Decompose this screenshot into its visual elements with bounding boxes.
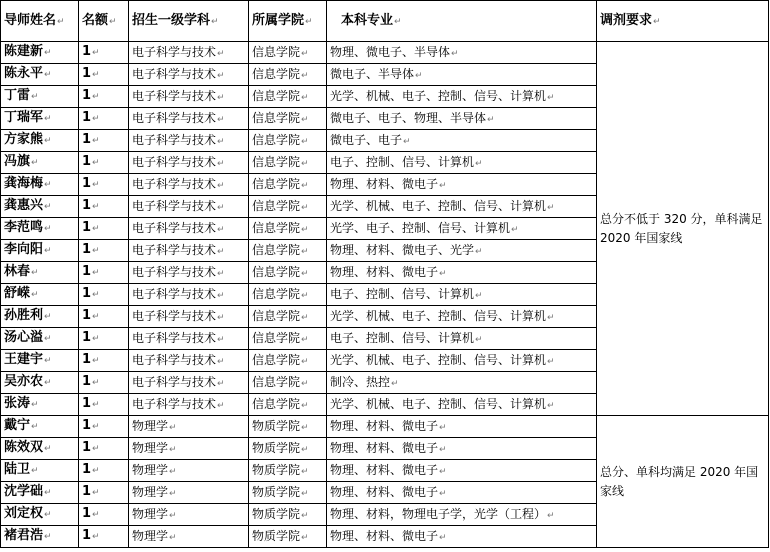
cell-major: 物理、材料、微电子↵ (327, 460, 597, 482)
cell-quota: 1↵ (79, 42, 129, 64)
header-requirement: 调剂要求↵ (597, 1, 769, 42)
cell-major: 光学、机械、电子、控制、信号、计算机↵ (327, 394, 597, 416)
cell-quota: 1↵ (79, 328, 129, 350)
header-college: 所属学院↵ (249, 1, 327, 42)
cell-discipline: 电子科学与技术↵ (129, 152, 249, 174)
cell-discipline: 物理学↵ (129, 438, 249, 460)
cell-quota: 1↵ (79, 504, 129, 526)
cell-college: 信息学院↵ (249, 394, 327, 416)
cell-major: 电子、控制、信号、计算机↵ (327, 152, 597, 174)
cell-quota: 1↵ (79, 350, 129, 372)
cell-quota: 1↵ (79, 152, 129, 174)
cell-major: 物理、材料，物理电子学，光学（工程）↵ (327, 504, 597, 526)
cell-major: 物理、材料、微电子↵ (327, 438, 597, 460)
cell-college: 信息学院↵ (249, 42, 327, 64)
cell-discipline: 电子科学与技术↵ (129, 306, 249, 328)
cell-college: 物质学院↵ (249, 504, 327, 526)
cell-major: 物理、材料、微电子、光学↵ (327, 240, 597, 262)
cell-name: 沈学础↵ (1, 482, 79, 504)
cell-major: 物理、材料、微电子↵ (327, 416, 597, 438)
cell-name: 舒嵘↵ (1, 284, 79, 306)
cell-name: 褚君浩↵ (1, 526, 79, 548)
cell-discipline: 电子科学与技术↵ (129, 196, 249, 218)
cell-major: 光学、电子、控制、信号、计算机↵ (327, 218, 597, 240)
cell-quota: 1↵ (79, 372, 129, 394)
header-row (1, 1, 769, 42)
cell-major: 电子、控制、信号、计算机↵ (327, 284, 597, 306)
header-major: 本科专业↵ (327, 1, 597, 42)
cell-college: 信息学院↵ (249, 372, 327, 394)
cell-major: 微电子、电子、物理、半导体↵ (327, 108, 597, 130)
cell-college: 信息学院↵ (249, 240, 327, 262)
cell-college: 信息学院↵ (249, 108, 327, 130)
cell-college: 信息学院↵ (249, 152, 327, 174)
cell-quota: 1↵ (79, 306, 129, 328)
cell-name: 李范鸣↵ (1, 218, 79, 240)
cell-quota: 1↵ (79, 240, 129, 262)
cell-name: 丁瑞军↵ (1, 108, 79, 130)
cell-discipline: 物理学↵ (129, 482, 249, 504)
cell-quota: 1↵ (79, 394, 129, 416)
table-row (1, 42, 769, 64)
cell-name: 陈效双↵ (1, 438, 79, 460)
cell-discipline: 电子科学与技术↵ (129, 86, 249, 108)
cell-college: 物质学院↵ (249, 526, 327, 548)
cell-discipline: 物理学↵ (129, 416, 249, 438)
cell-major: 微电子、半导体↵ (327, 64, 597, 86)
header-name: 导师姓名↵ (1, 1, 79, 42)
cell-discipline: 电子科学与技术↵ (129, 174, 249, 196)
cell-college: 信息学院↵ (249, 218, 327, 240)
cell-discipline: 物理学↵ (129, 460, 249, 482)
cell-major: 物理、材料、微电子↵ (327, 174, 597, 196)
cell-college: 信息学院↵ (249, 306, 327, 328)
cell-discipline: 电子科学与技术↵ (129, 328, 249, 350)
cell-quota: 1↵ (79, 526, 129, 548)
cell-college: 信息学院↵ (249, 328, 327, 350)
cell-name: 陆卫↵ (1, 460, 79, 482)
cell-major: 制冷、热控↵ (327, 372, 597, 394)
cell-discipline: 电子科学与技术↵ (129, 394, 249, 416)
cell-discipline: 电子科学与技术↵ (129, 240, 249, 262)
cell-college: 信息学院↵ (249, 350, 327, 372)
cell-major: 物理、微电子、半导体↵ (327, 42, 597, 64)
cell-quota: 1↵ (79, 108, 129, 130)
cell-major: 电子、控制、信号、计算机↵ (327, 328, 597, 350)
cell-college: 信息学院↵ (249, 86, 327, 108)
cell-name: 刘定权↵ (1, 504, 79, 526)
cell-college: 物质学院↵ (249, 482, 327, 504)
cell-name: 张涛↵ (1, 394, 79, 416)
cell-name: 丁雷↵ (1, 86, 79, 108)
cell-major: 微电子、电子↵ (327, 130, 597, 152)
cell-college: 物质学院↵ (249, 416, 327, 438)
cell-college: 信息学院↵ (249, 64, 327, 86)
cell-quota: 1↵ (79, 64, 129, 86)
cell-college: 信息学院↵ (249, 196, 327, 218)
cell-name: 陈永平↵ (1, 64, 79, 86)
cell-major: 光学、机械、电子、控制、信号、计算机↵ (327, 196, 597, 218)
cell-name: 冯旗↵ (1, 152, 79, 174)
cell-college: 信息学院↵ (249, 284, 327, 306)
cell-discipline: 电子科学与技术↵ (129, 64, 249, 86)
cell-requirement: 总分、单科均满足 2020 年国家线 (597, 416, 769, 548)
table-row (1, 416, 769, 438)
cell-name: 王建宇↵ (1, 350, 79, 372)
cell-quota: 1↵ (79, 86, 129, 108)
cell-quota: 1↵ (79, 416, 129, 438)
header-quota: 名额↵ (79, 1, 129, 42)
cell-name: 林春↵ (1, 262, 79, 284)
cell-discipline: 电子科学与技术↵ (129, 350, 249, 372)
cell-discipline: 电子科学与技术↵ (129, 372, 249, 394)
cell-discipline: 物理学↵ (129, 526, 249, 548)
table-body (1, 42, 769, 548)
cell-quota: 1↵ (79, 196, 129, 218)
cell-name: 孙胜利↵ (1, 306, 79, 328)
cell-major: 光学、机械、电子、控制、信号、计算机↵ (327, 306, 597, 328)
cell-major: 物理、材料、微电子↵ (327, 262, 597, 284)
cell-major: 物理、材料、微电子↵ (327, 482, 597, 504)
cell-quota: 1↵ (79, 438, 129, 460)
cell-quota: 1↵ (79, 174, 129, 196)
cell-quota: 1↵ (79, 262, 129, 284)
cell-college: 信息学院↵ (249, 130, 327, 152)
cell-quota: 1↵ (79, 460, 129, 482)
cell-name: 龚海梅↵ (1, 174, 79, 196)
cell-quota: 1↵ (79, 284, 129, 306)
cell-name: 吴亦农↵ (1, 372, 79, 394)
cell-quota: 1↵ (79, 130, 129, 152)
cell-discipline: 电子科学与技术↵ (129, 108, 249, 130)
cell-major: 光学、机械、电子、控制、信号、计算机↵ (327, 86, 597, 108)
cell-college: 信息学院↵ (249, 174, 327, 196)
cell-name: 戴宁↵ (1, 416, 79, 438)
cell-name: 龚惠兴↵ (1, 196, 79, 218)
cell-college: 物质学院↵ (249, 438, 327, 460)
cell-college: 物质学院↵ (249, 460, 327, 482)
header-discipline: 招生一级学科↵ (129, 1, 249, 42)
cell-discipline: 物理学↵ (129, 504, 249, 526)
cell-requirement: 总分不低于 320 分，单科满足 2020 年国家线 (597, 42, 769, 416)
cell-name: 汤心溢↵ (1, 328, 79, 350)
cell-name: 李向阳↵ (1, 240, 79, 262)
cell-discipline: 电子科学与技术↵ (129, 130, 249, 152)
cell-quota: 1↵ (79, 482, 129, 504)
cell-discipline: 电子科学与技术↵ (129, 42, 249, 64)
cell-discipline: 电子科学与技术↵ (129, 262, 249, 284)
cell-name: 陈建新↵ (1, 42, 79, 64)
cell-quota: 1↵ (79, 218, 129, 240)
cell-major: 物理、材料、微电子↵ (327, 526, 597, 548)
cell-discipline: 电子科学与技术↵ (129, 284, 249, 306)
cell-major: 光学、机械、电子、控制、信号、计算机↵ (327, 350, 597, 372)
cell-college: 信息学院↵ (249, 262, 327, 284)
cell-name: 方家熊↵ (1, 130, 79, 152)
cell-discipline: 电子科学与技术↵ (129, 218, 249, 240)
